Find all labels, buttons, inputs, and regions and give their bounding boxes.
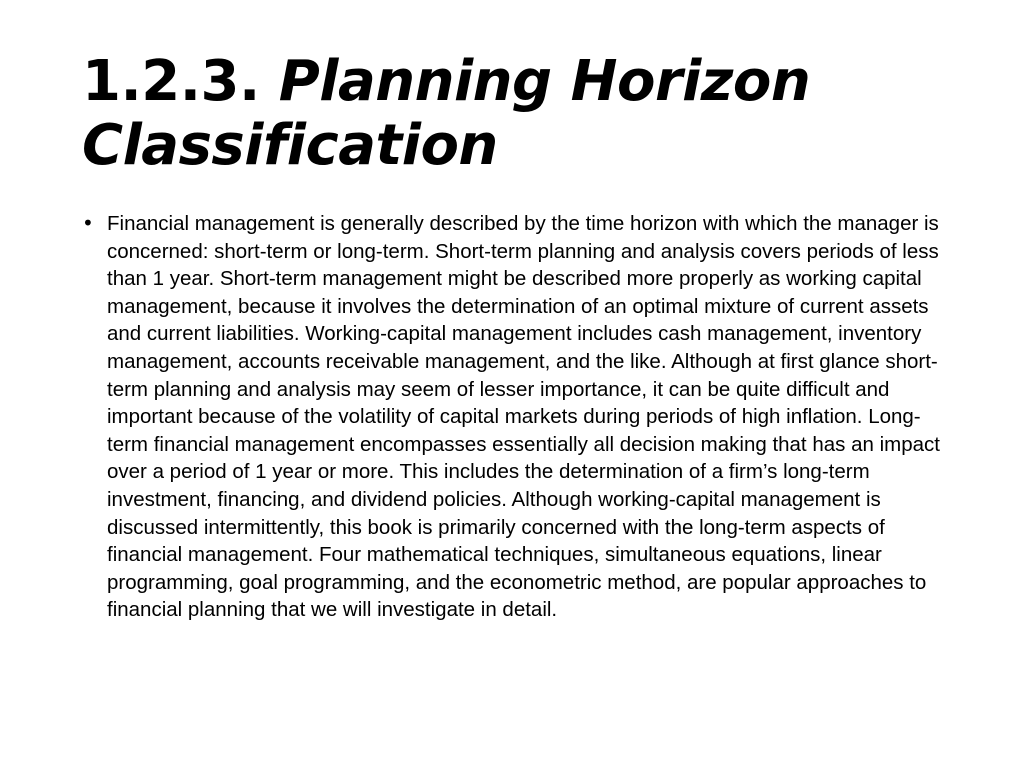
slide-title [82,50,962,178]
title-number: 1.2.3. [82,49,260,114]
title-text: Planning Horizon Classification [82,49,811,178]
bullet-list [82,210,952,624]
bullet-text: Financial management is generally described by the time horizon with which the manager is concerned: short-term or long-term. Short-term planning and analysis covers periods of less than 1 year. Short-term management might be described more properly as working capital management, because it involves the determination of an optimal mixture of current assets and current liabilities. Working-capital management includes cash management, inventory management, accounts receivable management, and the like. Although at first glance short-term planning and analysis may seem of lesser importance, it can be quite difficult and important because of the volatility of capital markets during periods of high inflation. Long-term financial management encompasses essentially all decision making that has an impact over a period of 1 year or more. This includes the determination of a firm’s long-term investment, financing, and dividend policies. Although working-capital management is discussed intermittently, this book is primarily concerned with the long-term aspects of financial management. Four mathematical techniques, simultaneous equations, linear programming, goal programming, and the econometric method, are popular approaches to financial planning that we will investigate in detail. [107,212,940,622]
bullet-item [82,210,952,624]
bullet-dot-icon: • [82,211,94,235]
